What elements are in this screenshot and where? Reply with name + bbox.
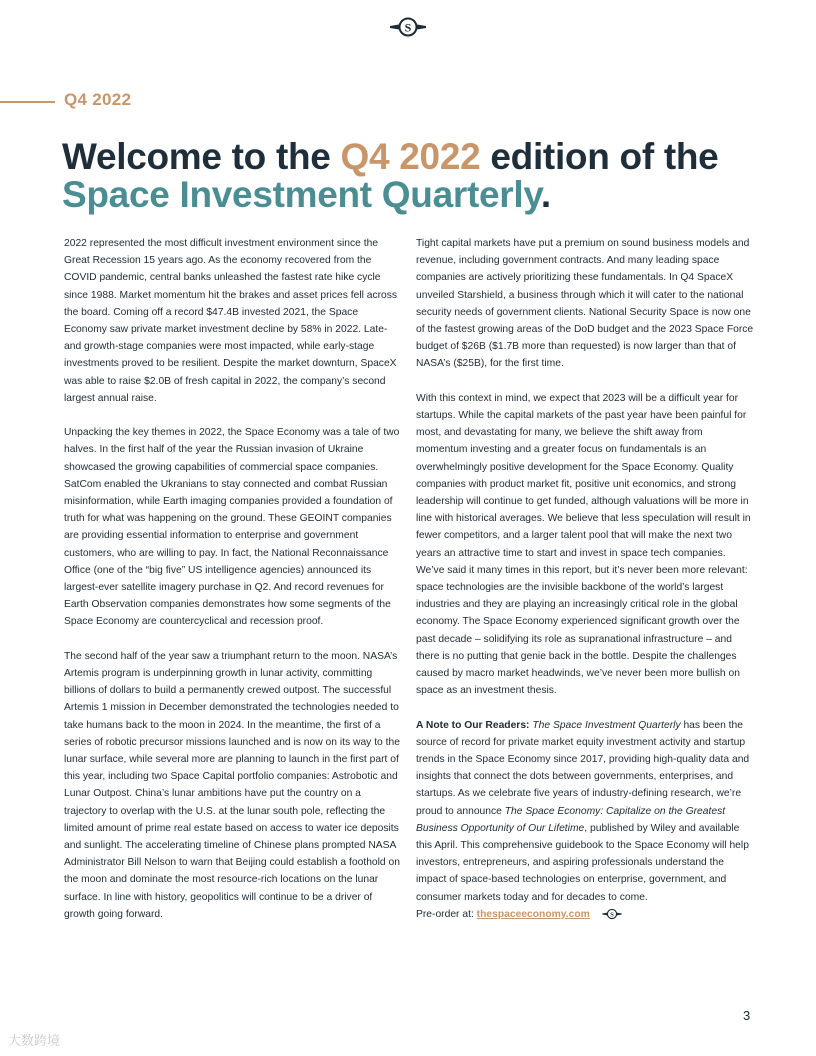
title-publication-name: Space Investment Quarterly — [62, 174, 541, 215]
note-body-2: , published by Wiley and available this April. This comprehensive guidebook to the Space Economy will help investors, entrepreneurs, and aspiring professionals understand the impact of space-based technologies on enterprise, government, and consumer markets today and for decades to come. — [416, 822, 749, 903]
title-edition-accent: Q4 2022 — [340, 136, 481, 177]
note-book-title: The Space Economy: Capitalize on the Greatest Business Opportunity of Our Lifetime — [416, 805, 726, 834]
preorder-link[interactable]: thespaceeconomy.com — [476, 908, 590, 920]
preorder-label: Pre-order at: — [416, 908, 477, 920]
page-number: 3 — [743, 1008, 751, 1023]
note-publication-title: The Space Investment Quarterly — [532, 719, 681, 731]
paragraph-outlook-2023: With this context in mind, we expect that 2023 will be a difficult year for startups. While the capital markets of the past year have been painful for most, and devastating for many, we believe the shift away from momentum investing and a greater focus on fundamentals is an overwhelmingly positive development for the Space Economy. Quality companies with product market fit, positive unit economics, and strong leadership will continue to get funded, although valuations will be more in line with historical averages. We believe that less speculation will result in fewer competitors, and a larger talent pool that will make the next two years an attractive time to start and invest in space tech companies. We’ve said it many times in this report, but it’s never been more relevant: space technologies are the invisible backbone of the world’s largest industries and they are playing an increasingly critical role in the global economy. The Space Economy experienced significant growth over the past decade – solidifying its role as supranational infrastructure – and there is no putting that genie back in the bottle. Despite the challenges caused by macro market headwinds, we’ve never been more bullish on space as an investment thesis. — [416, 392, 751, 697]
winged-s-logo-icon — [389, 14, 427, 40]
title-part-3: . — [540, 174, 551, 215]
page-title — [62, 138, 782, 214]
winged-s-logo-small-icon — [600, 907, 624, 921]
paragraph-market-environment: 2022 represented the most difficult investment environment since the Great Recession 15 years ago. As the economy recovered from the COVID pandemic, central banks unleashed the fastest rate hike cycle since 1988. Market momentum hit the brakes and asset prices fell across the board. Coming off a record $47.4B invested 2021, the Space Economy saw private market investment decline by 58% in 2022. Late- and growth-stage companies were most impacted, while early-stage investments proved to be resilient. Despite the market downturn, SpaceX was able to raise $2.0B of fresh capital in 2022, the company’s second largest annual raise. — [64, 238, 398, 404]
note-body-1: has been the source of record for private market equity investment activity and startup trends in the Space Economy since 2017, providing high-quality data and insights that connect the dots between governments, enterprises, and startups. As we celebrate five years of industry-defining research, we’re proud to announce — [416, 719, 750, 817]
svg-text:S: S — [404, 20, 412, 35]
paragraph-capital-markets: Tight capital markets have put a premium on sound business models and revenue, including government contracts. And many leading space companies are actively prioritizing these fundamentals. In Q4 SpaceX unveiled Starshield, a business through which it will cater to the national security needs of government clients. National Security Space is now one of the fastest growing areas of the DoD budget and the 2023 Space Force budget of $26B ($1.7B more than requested) is now larger than that of NASA’s ($25B), for the first time. — [416, 238, 754, 370]
title-part-2: edition of the — [480, 136, 719, 177]
edition-rule — [0, 101, 55, 103]
note-label: A Note to Our Readers: — [416, 719, 530, 731]
right-column — [416, 235, 756, 923]
svg-text:S: S — [610, 911, 614, 919]
title-part-1: Welcome to the — [62, 136, 341, 177]
note-to-readers — [416, 717, 756, 906]
paragraph-key-themes: Unpacking the key themes in 2022, the Space Economy was a tale of two halves. In the first half of the year the Russian invasion of Ukraine showcased the growing capabilities of commercial space companies. SatCom enabled the Ukranians to stay connected and combat Russian misinformation, while Earth imaging companies provided a foundation of truth for what was happening on the ground. These GEOINT companies are providing essential information to enterprise and government customers, who are willing to pay. In fact, the National Reconnaissance Office (one of the “big five” US intelligence agencies) announced its largest-ever satellite imagery purchase in Q2. And record revenues for Earth Observation companies demonstrates how some segments of the Space Economy are countercyclical and recession proof. — [64, 427, 400, 628]
edition-label: Q4 2022 — [64, 90, 132, 109]
left-column — [64, 235, 402, 923]
preorder-line — [416, 906, 756, 923]
paragraph-return-to-moon: The second half of the year saw a triumphant return to the moon. NASA’s Artemis program is underpinning growth in lunar activity, committing billions of dollars to build a permanently crewed outpost. The successful Artemis 1 mission in December demonstrated the technologies needed to take humans back to the moon in 2024. In the meantime, the first of a series of robotic precursor missions launched and is now on its way to the lunar surface, while several more are planning to launch in the first part of this year, including two Space Capital portfolio companies: Astrobotic and Lunar Outpost. China’s lunar ambitions have put the country on a trajectory to overlap with the U.S. at the lunar south pole, reflecting the limited amount of prime real estate based on access to water ice deposits and sunlight. The accelerating timeline of Chinese plans prompted NASA Administrator Bill Nelson to warn that Beijing could establish a foothold on the moon and dominate the most resource-rich locations on the lunar surface. In line with history, geopolitics will continue to be a driver of growth going forward. — [64, 650, 400, 920]
watermark-text: 大数跨境 — [8, 1033, 61, 1048]
